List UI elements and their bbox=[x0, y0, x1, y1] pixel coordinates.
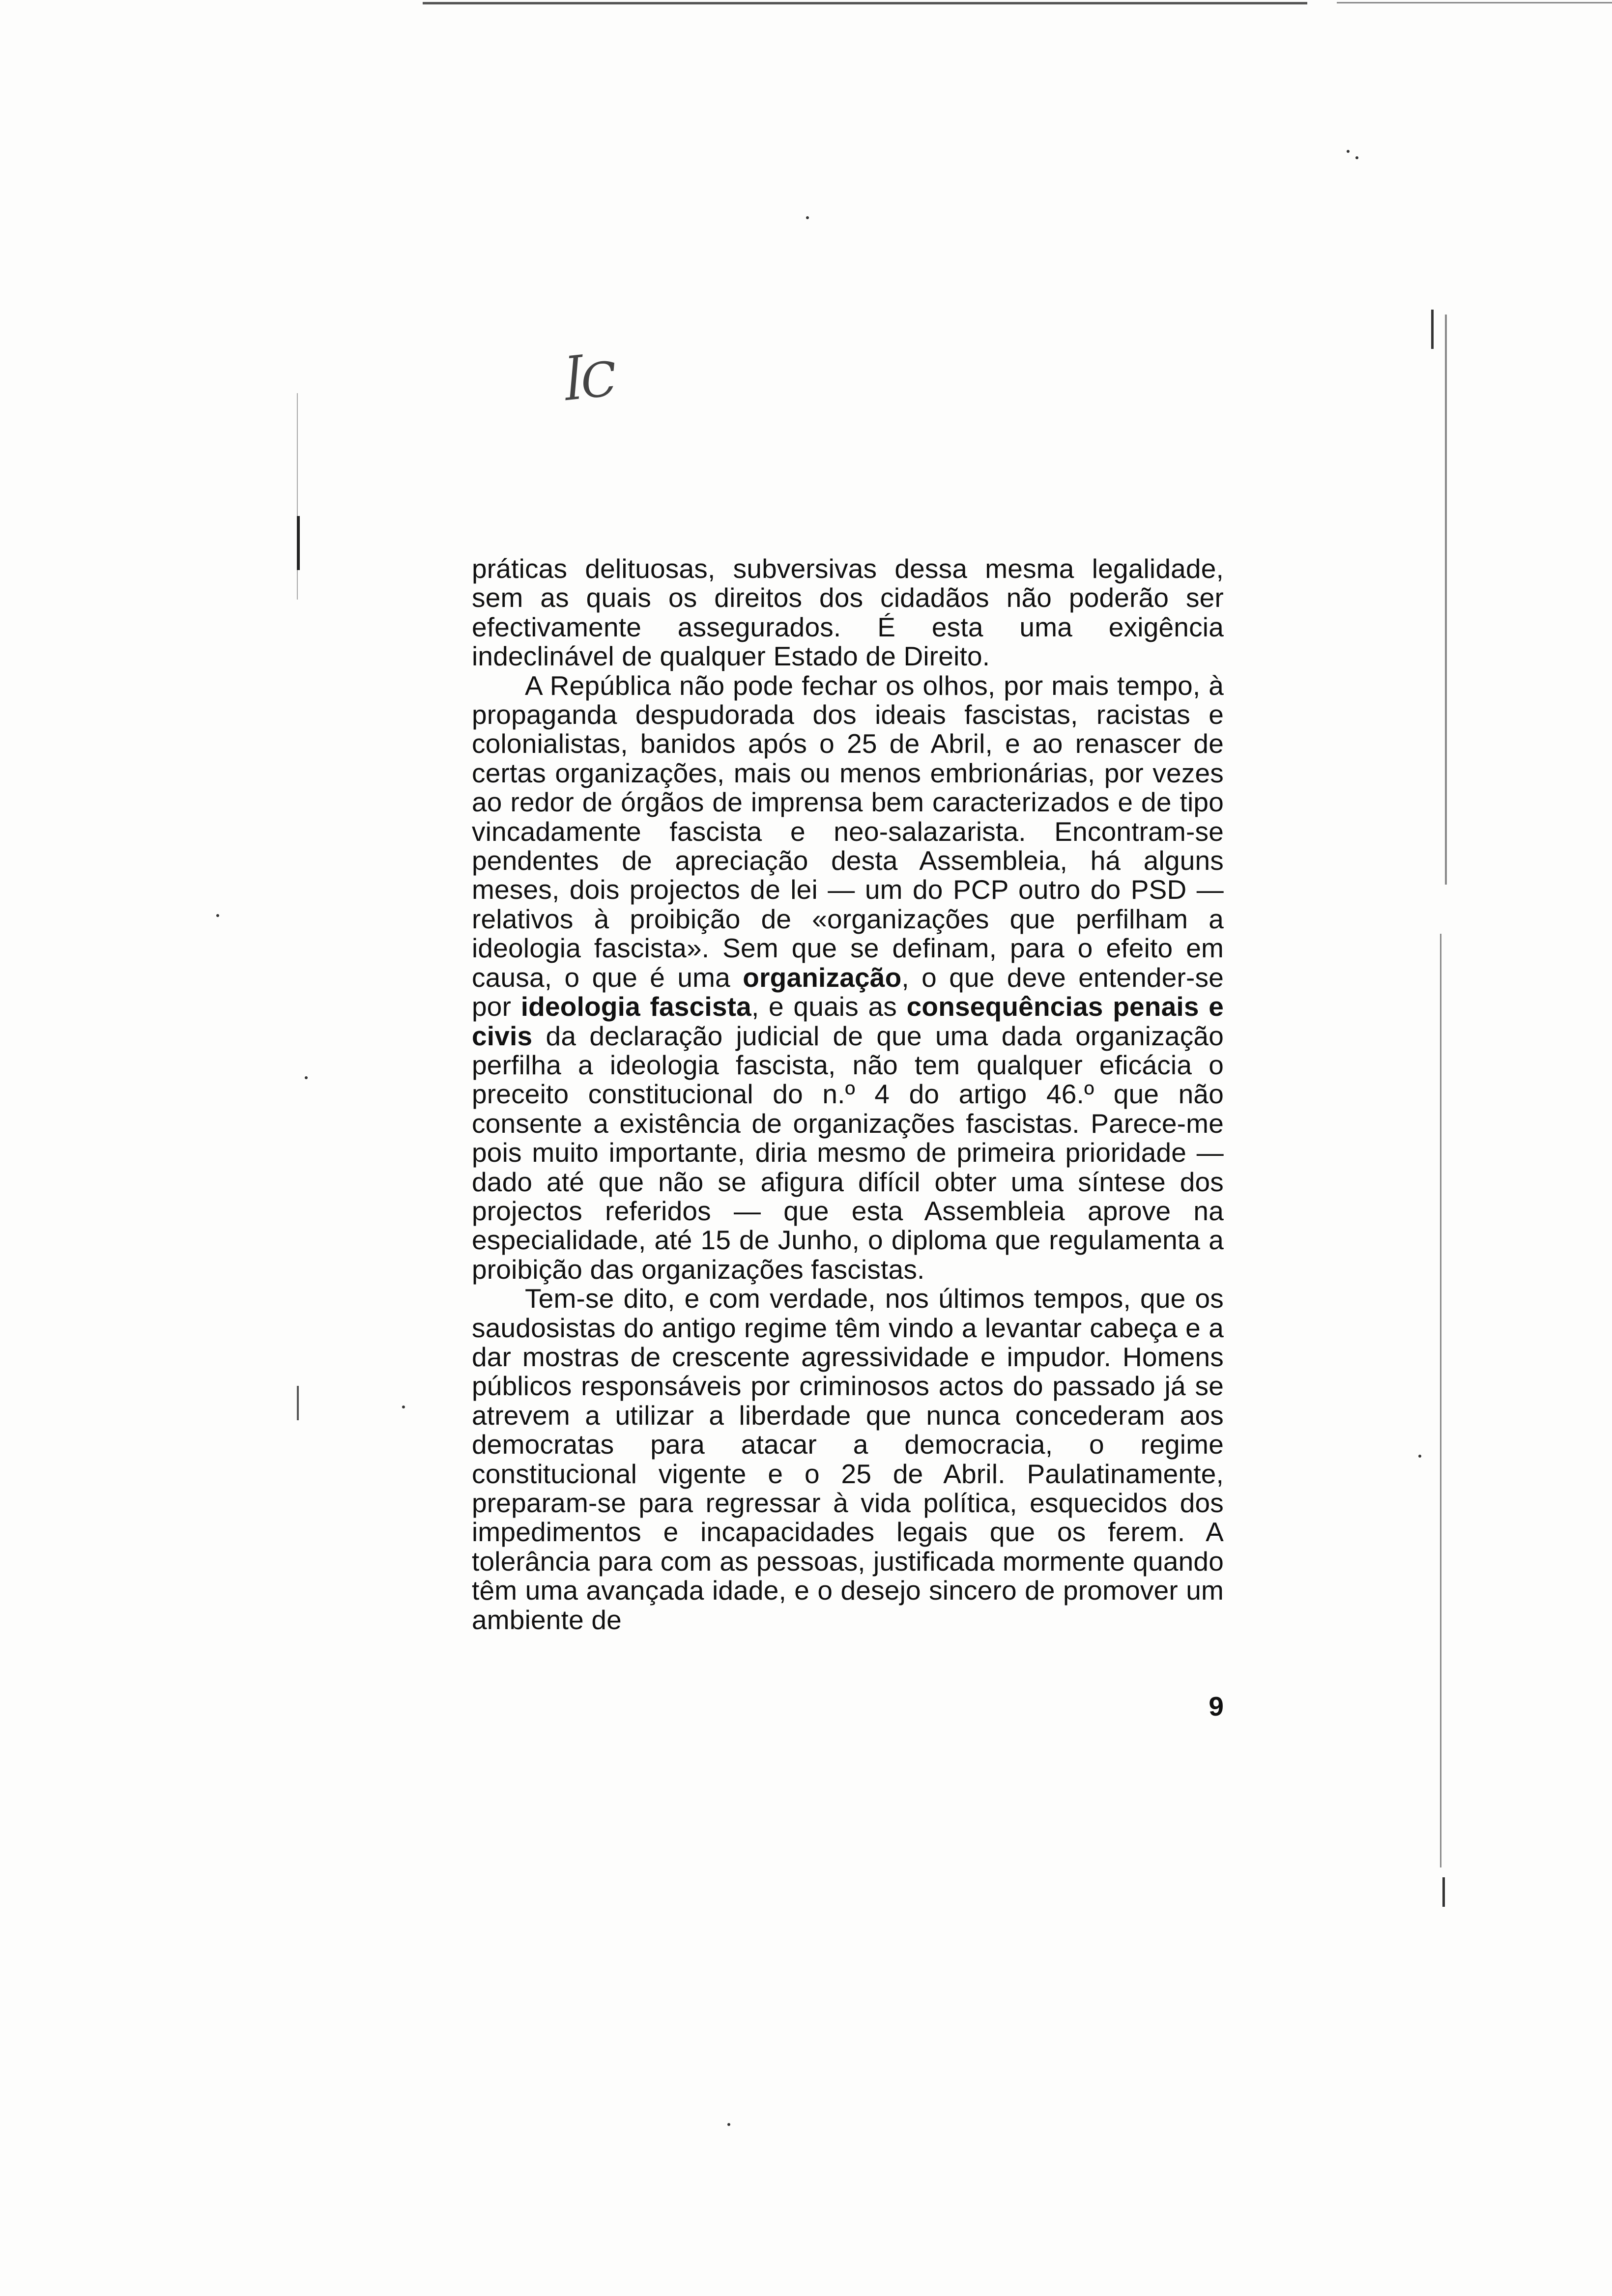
paragraph-text: , o que deve entender-se por bbox=[472, 962, 1224, 1022]
speck bbox=[1418, 1455, 1421, 1458]
speck bbox=[402, 1406, 405, 1408]
paragraph-text: A República não pode fechar os olhos, por mais tempo, à propaganda despudorada dos ideais fascistas, racistas e colonialistas, banidos após o 25 de Abril, e ao renascer de certas organizações, mais ou menos embrionárias, por vezes ao redor de órgãos de imprensa bem caracterizados e de tipo vincadamente fascista e neo-salazarista. Encontram-se pendentes de apreciação desta Assembleia, há alguns meses, dois projectos de lei — um do PCP outro do PSD — relativos à proibição de «organizações que perfilham a ideologia fascista». Sem que se definam, para o efeito em causa, o que é uma bbox=[472, 670, 1224, 993]
speck bbox=[1347, 150, 1350, 153]
paragraph-text: Tem-se dito, e com verdade, nos últimos tempos, que os saudosistas do antigo regime têm vindo a levantar cabeça e a dar mostras de crescente agressividade e impudor. Homens públicos responsáveis por criminosos actos do passado já se atrevem a utilizar a liberdade que nunca concederam aos democratas para atacar a democracia, o regime constitucional vigente e o 25 de Abril. Paulatinamente, preparam-se para regressar à vida política, esquecidos dos impedimentos e incapacidades legais que os ferem. A tolerância para com as pessoas, justificada mormente quando têm uma avançada idade, e o desejo sincero de promover um ambiente de bbox=[472, 1283, 1224, 1635]
bold-term-ideologia-fascista: ideologia fascista bbox=[520, 991, 751, 1022]
paragraph-3 bbox=[472, 1284, 1224, 1635]
speck bbox=[305, 1076, 308, 1079]
left-scan-mark bbox=[297, 516, 300, 570]
right-scan-mark-bottom bbox=[1442, 1877, 1445, 1907]
bold-term-consequencias: consequências penais e civis bbox=[472, 991, 1224, 1051]
right-scan-line-mark bbox=[1431, 310, 1434, 349]
paragraph-text: práticas delituosas, subversivas dessa mesma legalidade, sem as quais os direitos dos cidadãos não poderão ser efectivamente assegurados. É esta uma exigência indeclinável de qualquer Estado de Direito. bbox=[472, 553, 1224, 672]
top-scan-rule bbox=[423, 2, 1307, 4]
speck bbox=[806, 216, 809, 219]
bold-term-organizacao: organização bbox=[743, 962, 902, 993]
right-scan-line-lower bbox=[1440, 934, 1441, 1867]
paragraph-1 bbox=[472, 554, 1224, 671]
speck bbox=[727, 2123, 730, 2126]
handwritten-mark: ꟾC bbox=[562, 351, 617, 411]
top-scan-rule-right bbox=[1337, 2, 1612, 3]
paragraph-text: , e quais as bbox=[751, 991, 907, 1022]
page-number: 9 bbox=[1209, 1691, 1224, 1722]
paragraph-text: da declaração judicial de que uma dada organização perfilha a ideologia fascista, não tem qualquer eficácia o preceito constitucional do n.º 4 do artigo 46.º que não consente a existência de organizações fascistas. Parece-me pois muito importante, diria mesmo de primeira prioridade — dado até que não se afigura difícil obter uma síntese dos projectos referidos — que esta Assembleia aprove na especialidade, até 15 de Junho, o diploma que regulamenta a proibição das organizações fascistas. bbox=[472, 1020, 1224, 1285]
body-text bbox=[472, 554, 1224, 1635]
left-scan-mark-lower bbox=[297, 1386, 299, 1420]
right-scan-line bbox=[1445, 315, 1447, 885]
speck bbox=[216, 914, 219, 917]
speck bbox=[1355, 156, 1358, 159]
paragraph-2 bbox=[472, 671, 1224, 1285]
